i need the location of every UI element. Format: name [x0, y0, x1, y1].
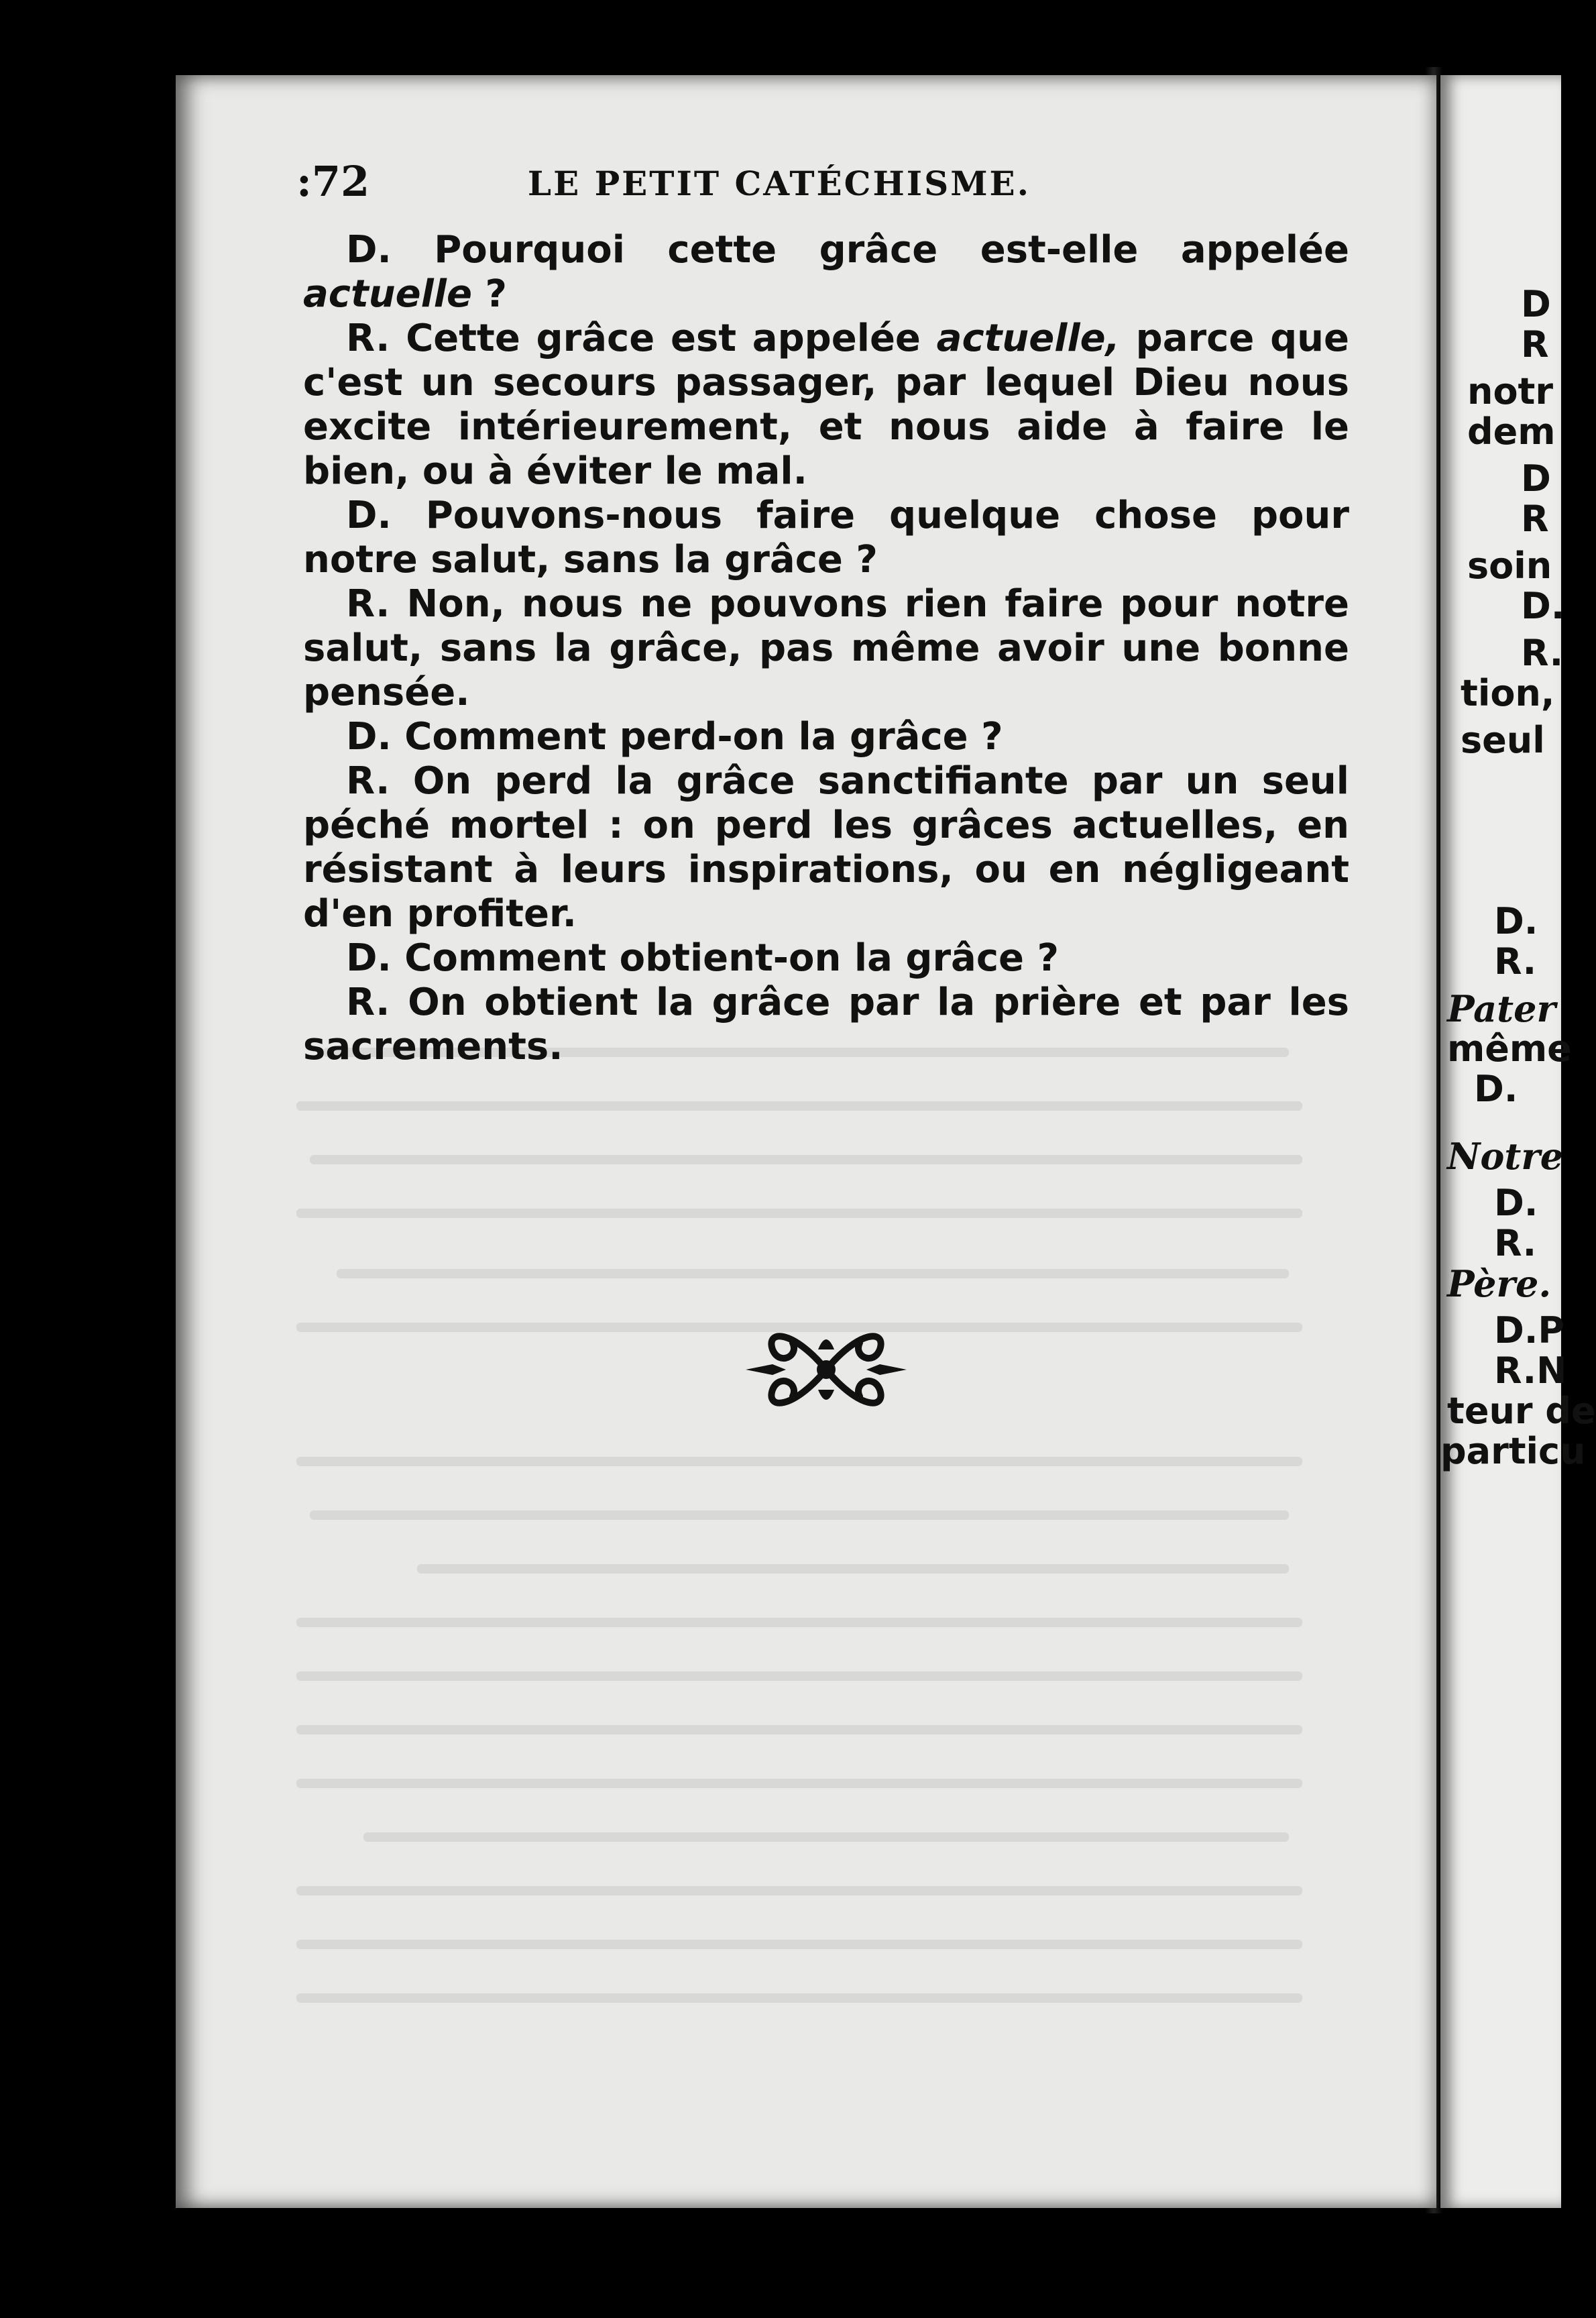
right-page-text-fragment: D.	[1494, 1182, 1538, 1224]
speaker-label: D.	[346, 228, 392, 272]
right-page-text-fragment: notr	[1467, 370, 1553, 412]
right-page-text-fragment: R.	[1494, 940, 1537, 983]
right-page-fragment	[1440, 75, 1596, 2208]
paragraph-text: Comment obtient-on la grâce ?	[404, 936, 1059, 980]
question-paragraph	[303, 715, 1349, 759]
paragraph-text: On obtient la grâce par la prière et par les sacrements.	[303, 981, 1350, 1068]
right-page-text-fragment: R	[1521, 323, 1549, 366]
right-page-text-fragment: soin	[1467, 545, 1552, 587]
speaker-label: D.	[346, 936, 392, 980]
speaker-label: R.	[346, 317, 390, 360]
right-page-text-fragment: R.	[1494, 1222, 1537, 1264]
right-page-text-fragment: D.	[1521, 585, 1565, 627]
right-page-text-fragment: dem	[1467, 410, 1556, 453]
speaker-label: R.	[346, 582, 390, 626]
paragraph-text: On perd la grâce sanctifiante par un seul péché mortel : on perd les grâces actuelles, en résistant à leurs inspirations, ou en négligeant d'en profiter.	[303, 759, 1349, 936]
emphasized-term: actuelle,	[936, 317, 1120, 360]
paragraph-text-end: parce que c'est un secours passager, par lequel Dieu nous excite intérieurement, et nous aide à faire le bien, ou à éviter le mal.	[303, 317, 1350, 493]
paragraph-text: Non, nous ne pouvons rien faire pour notre salut, sans la grâce, pas même avoir une bonne pensée.	[303, 582, 1349, 714]
answer-paragraph	[303, 317, 1349, 494]
answer-paragraph	[303, 759, 1349, 936]
answer-paragraph	[303, 981, 1349, 1069]
right-page-text-fragment: R	[1521, 498, 1549, 540]
paragraph-text: Pourquoi cette grâce est-elle appelée	[434, 228, 1349, 272]
fleuron-ornament-icon	[746, 1303, 907, 1437]
page-header	[296, 157, 1262, 211]
right-page-text-fragment: Père.	[1447, 1262, 1552, 1305]
running-title: LE PETIT CATÉCHISME.	[527, 164, 1031, 203]
question-paragraph	[303, 494, 1349, 582]
right-page-text-fragment: D	[1521, 283, 1551, 325]
paragraph-text-end: ?	[471, 272, 507, 316]
right-page-text-fragment: D.P	[1494, 1309, 1564, 1351]
right-page-text-fragment: Notre	[1447, 1135, 1564, 1178]
paragraph-text: Comment perd-on la grâce ?	[404, 715, 1003, 759]
question-paragraph	[303, 936, 1349, 981]
right-page-text-fragment: D.	[1494, 900, 1538, 942]
paragraph-text: Pouvons-nous faire quelque chose pour notre salut, sans la grâce ?	[303, 494, 1349, 582]
right-page-text-fragment: même	[1447, 1028, 1572, 1070]
paragraph-text: Cette grâce est appelée	[406, 317, 937, 360]
right-page-text-fragment: teur de	[1447, 1390, 1596, 1432]
question-paragraph	[303, 228, 1349, 317]
catechism-text	[303, 228, 1349, 1069]
right-page-text-fragment: Pater	[1447, 987, 1556, 1030]
answer-paragraph	[303, 582, 1349, 715]
speaker-label: R.	[346, 981, 390, 1024]
speaker-label: D.	[346, 494, 392, 537]
right-page-text-fragment: R.N	[1494, 1349, 1567, 1392]
right-page-text-fragment: particu	[1440, 1430, 1586, 1472]
right-page-text-fragment: tion,	[1461, 672, 1555, 714]
page-number: :72	[296, 157, 370, 206]
speaker-label: D.	[346, 715, 392, 759]
right-page-text-fragment: R.	[1521, 632, 1564, 674]
right-page-text-fragment: seul	[1461, 719, 1545, 761]
right-page-text-fragment: D.	[1474, 1068, 1518, 1110]
speaker-label: R.	[346, 759, 390, 803]
right-page-text-fragment: D	[1521, 457, 1551, 500]
emphasized-term: actuelle	[303, 272, 472, 316]
left-page	[176, 75, 1436, 2208]
